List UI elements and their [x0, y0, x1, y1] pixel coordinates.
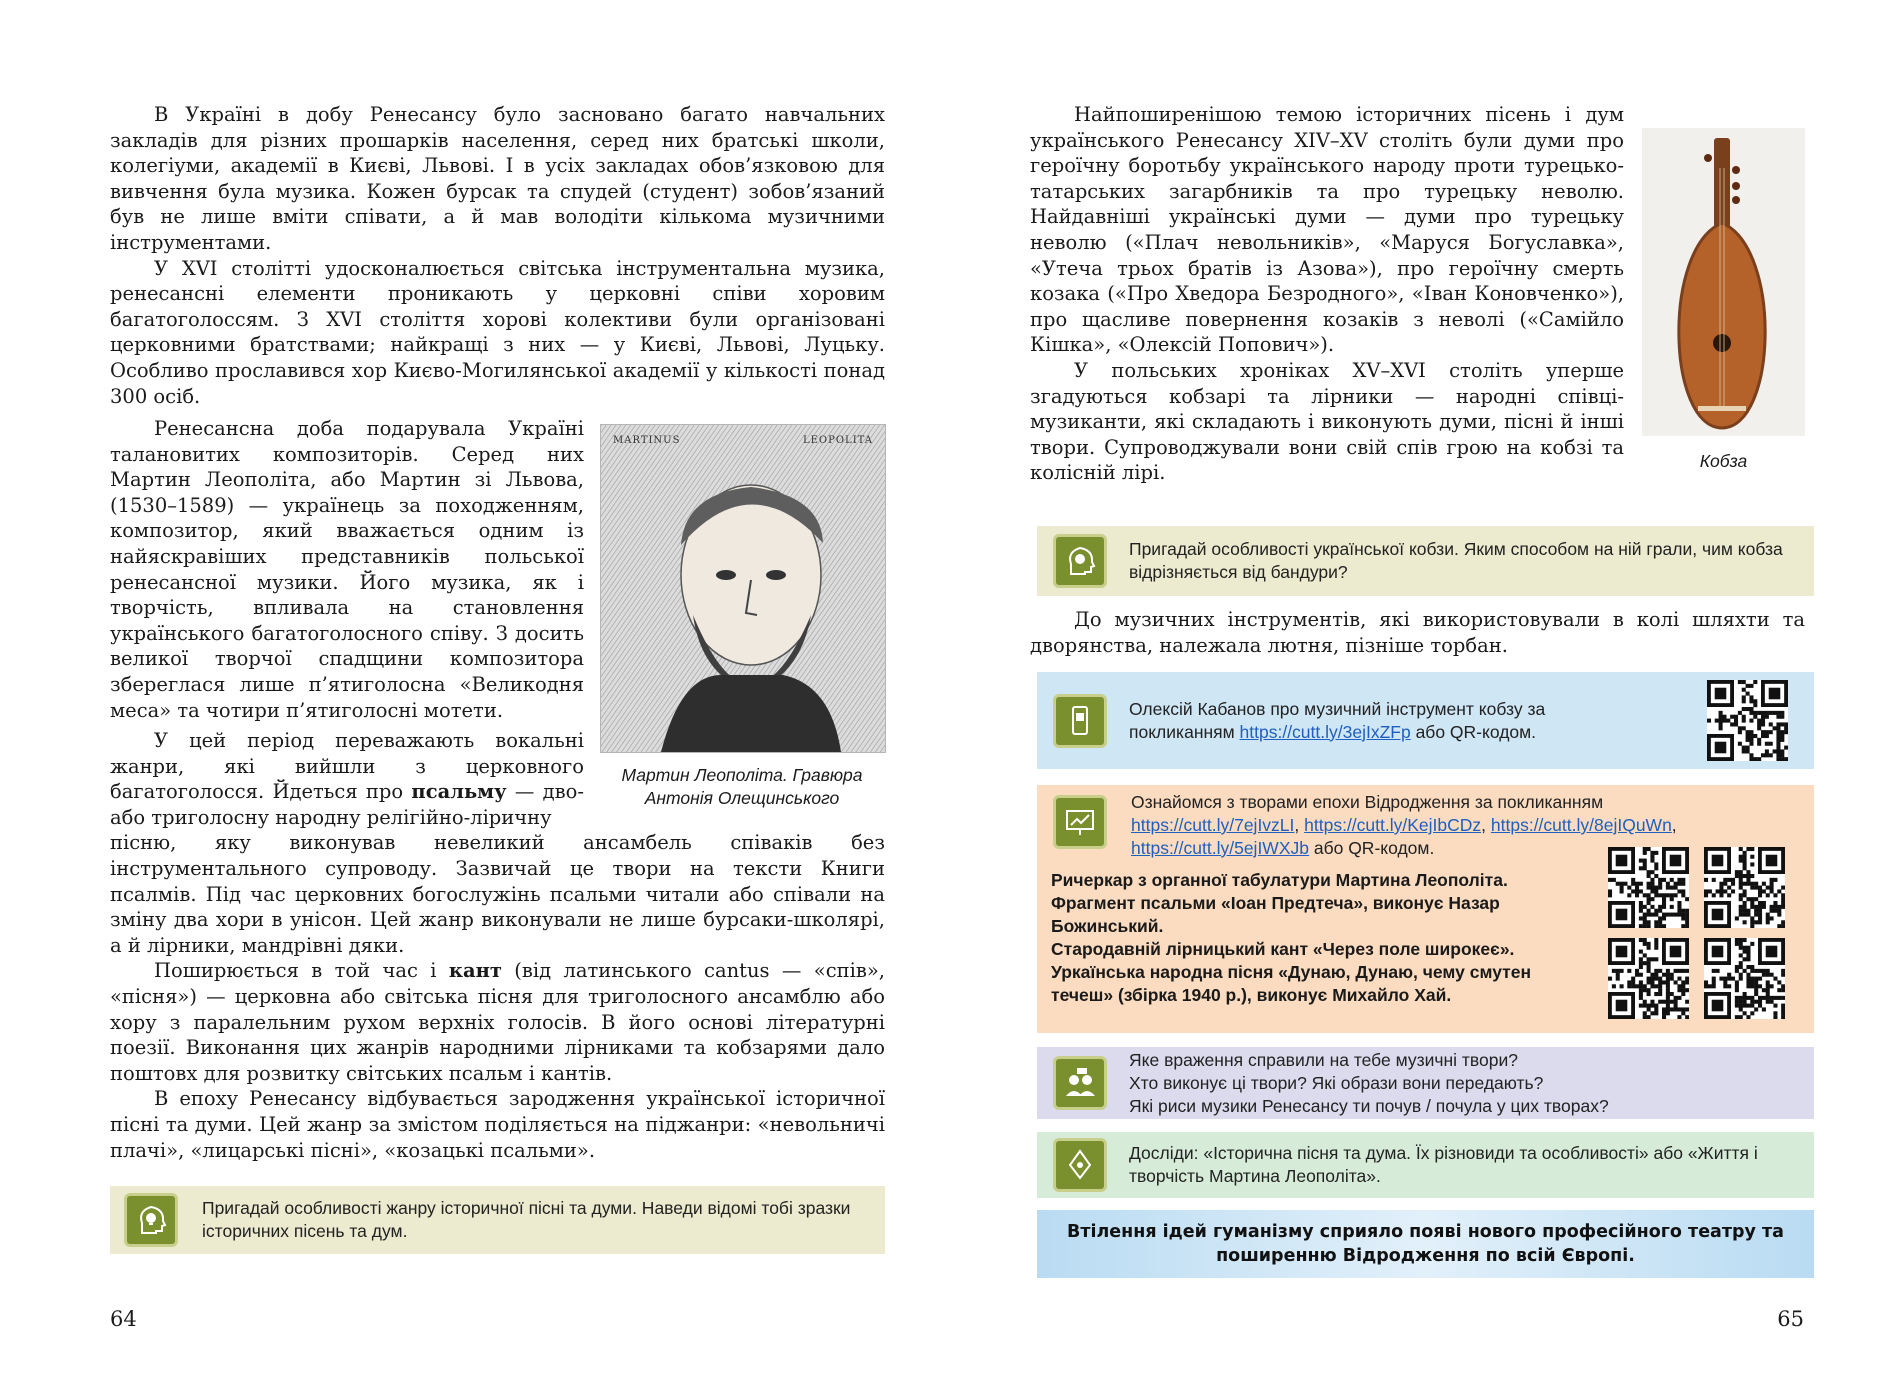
listen-link-1[interactable]: https://cutt.ly/7ejIvzLI — [1131, 815, 1295, 835]
research-text: Досліди: «Історична пісня та дума. Їх різновиди та особливості» або «Життя і творчість Мартина Леополіта». — [1129, 1143, 1758, 1186]
paragraph: У польських хроніках XV–XVI століть уперше згадуються кобзарі та лірники — народні співці-музиканти, які складають і виконують думи, пісні й інші твори. Супроводжували вони свій спів грою на кобзі та колісній лірі. — [1030, 358, 1624, 485]
qr-pattern — [1704, 847, 1785, 928]
qr-pattern — [1707, 680, 1788, 761]
remember-text: Пригадай особливості української кобзи. Яким способом на ній грали, чим кобза відрізняється від бандури? — [1129, 539, 1783, 582]
kobza-caption: Кобза — [1699, 451, 1748, 471]
lightbulb-head-icon — [1053, 534, 1107, 588]
portrait-label-left: MARTINUS — [613, 435, 681, 446]
listen-link-2[interactable]: https://cutt.ly/KejIbCDz — [1304, 815, 1482, 835]
remember-box-right — [1037, 526, 1814, 596]
portrait-caption: Мартин Леополіта. Гравюра Антонія Олещинського — [621, 765, 863, 808]
paragraph: До музичних інструментів, які використовували в колі шляхти та дворянства, належала лютня, пізніше торбан. — [1030, 608, 1805, 657]
page-number-right: 65 — [1777, 1307, 1804, 1331]
work-item: Фрагмент псальми «Іоан Предтеча», виконує Назар Божинський. — [1051, 893, 1500, 936]
portrait-label-right: LEOPOLITA — [802, 435, 873, 446]
paragraph: Найпоширенішою темою історичних пісень і дум українського Ренесансу XIV–XV століть були думи про героїчну боротьбу українського народу проти турецько-татарських загарбників та про турецьку неволю. Найдавніші українські думи — думи про турецьку неволю («Плач невольників», «Маруся Богуславка», «Утеча трьох братів із Азова»), про героїчну смерть козака («Про Хведора Безродного», «Іван Коновченко»), про щасливе повернення козаків з неволі («Самійло Кішка», «Олексій Попович»). — [1030, 103, 1624, 357]
paragraph: Ренесансна доба подарувала Україні талановитих композиторів. Серед них Мартин Леополіта, або Мартин зі Львова, (1530–1589) — українець за походженням, композитор, який вважається одним із найяскравіших представників польської ренесансної музики. Його музика, як і творчість, впливала на становлення українського багатоголосного співу. З досить великої творчої спадщини композитора збереглася лише п’ятиголосна «Великодня меса» та чотири п’ятиголосні мотети. — [110, 417, 584, 722]
remember-text: Пригадай особливості жанру історичної пісні та думи. Наведи відомі тобі зразки історичних пісень та дум. — [202, 1198, 851, 1241]
discuss-box — [1037, 1047, 1814, 1119]
qr-code-work-2[interactable] — [1704, 847, 1785, 928]
pen-nib-icon — [1053, 1138, 1107, 1192]
qr-code-work-3[interactable] — [1608, 938, 1689, 1019]
qr-pattern — [1608, 938, 1689, 1019]
paragraph: Поширюється в той час і кант (від латинського cantus — «спів», «пісня») — церковна або світська пісня для триголосного ансамблю або хору з паралельним рухом верхніх голосів. В його основі літературні поезії. Виконання цих жанрів народними лірниками та кобзарями дало поштовх для розвитку світських псальм і кантів. — [110, 959, 885, 1085]
listen-intro: Ознайомся з творами епохи Відродження за покликанням https://cutt.ly/7ejIvzLI, https://cutt.ly/KejIbCDz, https://cutt.ly/8ejIQuWn, https://cutt.ly/5ejIWXJb або QR-кодом. — [1131, 792, 1677, 858]
kobza-instrument — [1642, 128, 1805, 436]
video-box — [1037, 672, 1814, 769]
paragraph: В епоху Ренесансу відбувається зародження української історичної пісні та думи. Цей жанр за змістом поділяється на піджанри: «невольничі плачі», «лицарські пісні», «козацькі псальми». — [110, 1087, 885, 1162]
listen-link-4[interactable]: https://cutt.ly/5ejIWXJb — [1131, 838, 1309, 858]
listen-link-3[interactable]: https://cutt.ly/8ejIQuWn — [1490, 815, 1672, 835]
works-list — [1051, 869, 1591, 1007]
paragraph: У XVI столітті удосконалюється світська інструментальна музика, ренесансні елементи проникають у церковні співи хоровим багатоголоссям. З XVI століття хорові колективи були організовані церковними братствами; найкращі з них — у Києві, Львові, Луцьку. Особливо прославився хор Києво-Могилянської академії у кількості понад 300 осіб. — [110, 256, 885, 408]
term-kant: кант — [448, 959, 502, 983]
smartphone-qr-icon — [1053, 694, 1107, 748]
kobza-figure — [1642, 128, 1805, 436]
discuss-text: Яке враження справили на тебе музичні твори? Хто виконує ці твори? Які образи вони передають? Які риси музики Ренесансу ти почув / почула у цих творах? — [1129, 1049, 1609, 1116]
work-item: Уркаїнська народна пісня «Дунаю, Дунаю, чему смутен течеш» (збірка 1940 р.), виконує Михайло Хай. — [1051, 962, 1532, 1005]
video-link[interactable]: https://cutt.ly/3ejIxZFp — [1239, 721, 1411, 742]
qr-code-work-1[interactable] — [1608, 847, 1689, 928]
work-item: Ричеркар з органної табулатури Мартина Леополіта. — [1051, 870, 1508, 890]
portrait-figure — [600, 424, 886, 753]
remember-box-left — [110, 1186, 885, 1254]
page-number-left: 64 — [110, 1307, 137, 1331]
portrait-engraving — [601, 425, 885, 752]
qr-code-video[interactable] — [1707, 680, 1788, 761]
research-box — [1037, 1132, 1814, 1198]
paragraph: У цей період переважають вокальні жанри, які вийшли з церковного багатоголосся. Йдеться про псальму — дво- або триголосну народну релігійно-ліричну — [110, 729, 584, 829]
paragraph: В Україні в добу Ренесансу було засновано багато навчальних закладів для різних прошарків населення, серед них братські школи, колегіуми, академії в Києві, Львові. І в усіх закладах обов’язковою для вивчення була музика. Кожен бурсак та спудей (студент) зобов’язаний був не лише вміти співати, а й мав володіти кількома музичними інструментами. — [110, 103, 885, 254]
qr-pattern — [1704, 938, 1785, 1019]
qr-pattern — [1608, 847, 1689, 928]
work-item: Стародавній лірницький кант «Через поле широкеє». — [1051, 939, 1515, 959]
media-screen-icon — [1053, 795, 1107, 849]
qr-code-work-4[interactable] — [1704, 938, 1785, 1019]
discussion-people-icon — [1053, 1056, 1107, 1110]
paragraph-continued: пісню, яку виконував невеликий ансамбель співаків без інструментального супроводу. Зазвичай це твори на тексти Книги псалмів. Під час церковних богослужінь псальми читали або співали на зміну два хори в унісон. Цей жанр виконували не лише бурсаки-школярі, а й лірники, мандрівні дяки. — [110, 831, 885, 957]
summary-box: Втілення ідей гуманізму сприяло появі нового професійного театру та поширенню Відродження по всій Європі. — [1037, 1210, 1814, 1278]
lightbulb-head-icon — [124, 1193, 178, 1247]
term-psalm: псальму — [411, 780, 507, 804]
video-box-text: Олексій Кабанов про музичний інструмент кобзу за покликанням https://cutt.ly/3ejIxZFp або QR-кодом. — [1129, 698, 1546, 742]
listen-box — [1037, 785, 1814, 1033]
